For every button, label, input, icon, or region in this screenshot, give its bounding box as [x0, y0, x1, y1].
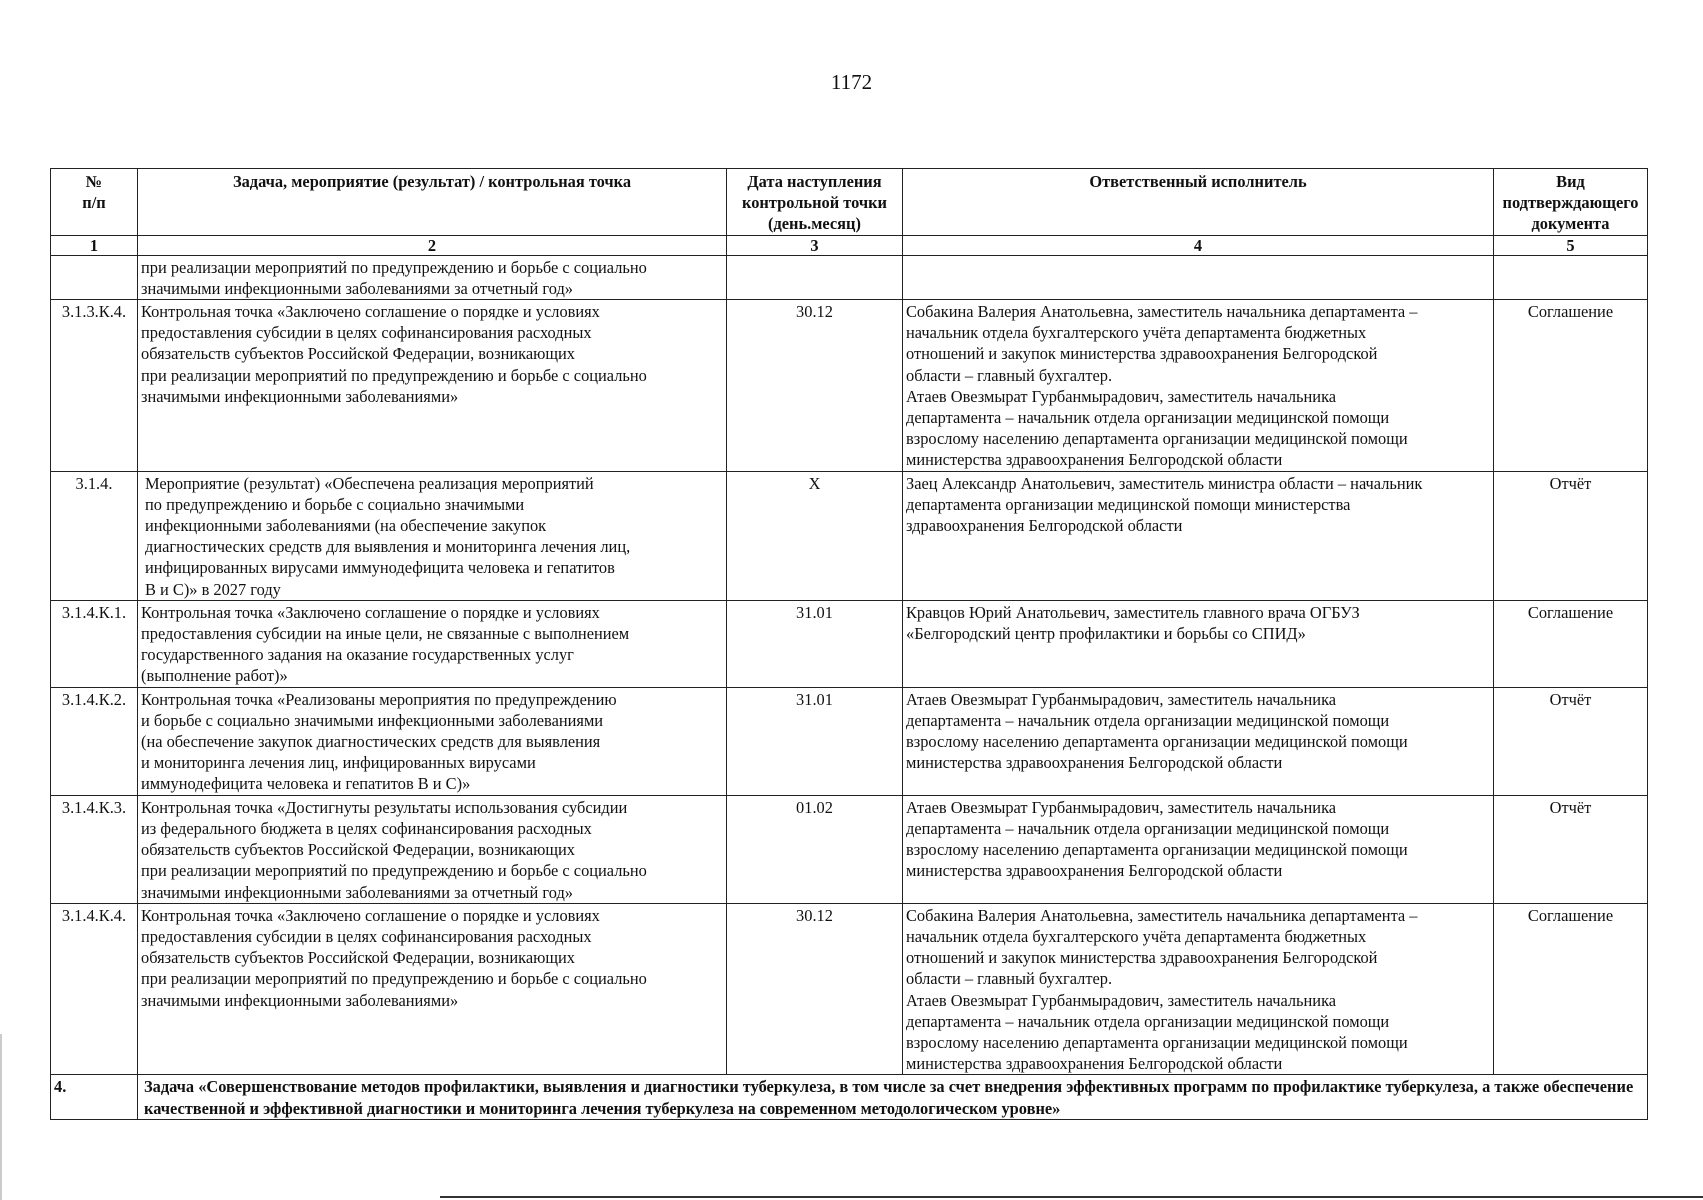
- row-document: Соглашение: [1494, 903, 1648, 1075]
- row-executor-text: Атаев Овезмырат Гурбанмырадович, заместитель начальника департамента – начальник отдела организации медицинской помощи взрослому населению департамента организации медицинской помощи министерства здравоохранения Белгородской области: [906, 797, 1408, 881]
- row-task: [138, 687, 727, 795]
- table-header-row: [51, 169, 1648, 236]
- row-task: [138, 903, 727, 1075]
- row-executor: [903, 795, 1494, 903]
- table-row: [51, 255, 1648, 299]
- column-number: 4: [903, 235, 1494, 255]
- scan-edge-line: [0, 1034, 2, 1200]
- header-number: № п/п: [51, 169, 138, 236]
- table-row: [51, 795, 1648, 903]
- row-number: 3.1.4.К.4.: [51, 903, 138, 1075]
- plan-table: [50, 168, 1648, 1120]
- table-row: [51, 471, 1648, 600]
- row-date: [727, 255, 903, 299]
- row-document: Отчёт: [1494, 471, 1648, 600]
- row-task: [138, 300, 727, 472]
- column-number: 3: [727, 235, 903, 255]
- row-executor: [903, 471, 1494, 600]
- row-task-text: Мероприятие (результат) «Обеспечена реализация мероприятий по предупреждению и борьбе с социально значимыми инфекционными заболеваниями (на обеспечение закупок диагностических средств для выявления и мониторинга лечения лиц, инфицированных вирусами иммунодефицита человека и гепатитов В и С)» в 2027 году: [145, 473, 631, 599]
- column-number: 2: [138, 235, 727, 255]
- row-task-text: Контрольная точка «Достигнуты результаты использования субсидии из федерального бюджета в целях софинансирования расходных обязательств субъектов Российской Федерации, возникающих при реализации мероприятий по предупреждению и борьбе с социально значимыми инфекционными заболеваниями за отчетный год»: [141, 797, 647, 902]
- row-executor: [903, 903, 1494, 1075]
- row-executor-text: Заец Александр Анатольевич, заместитель министра области – начальник департамента организации медицинской помощи министерства здравоохранения Белгородской области: [906, 473, 1423, 536]
- row-document: [1494, 255, 1648, 299]
- row-executor-text: Собакина Валерия Анатольевна, заместитель начальника департамента – начальник отдела бухгалтерского учёта департамента бюджетных отношений и закупок министерства здравоохранения Белгородской области – главный бухгалтер. Атаев Овезмырат Гурбанмырадович, заместитель начальника департамента – начальник отдела организации медицинской помощи взрослому населению департамента организации медицинской помощи министерства здравоохранения Белгородской области: [906, 302, 1418, 470]
- row-task-text: Контрольная точка «Заключено соглашение о порядке и условиях предоставления субсидии в целях софинансирования расходных обязательств субъектов Российской Федерации, возникающих при реализации мероприятий по предупреждению и борьбе с социально значимыми инфекционными заболеваниями»: [141, 905, 647, 1010]
- table-row: [51, 300, 1648, 472]
- task-text: Задача «Совершенствование методов профилактики, выявления и диагностики туберкулеза, в том числе за счет внедрения эффективных программ по профилактике туберкулеза, а также обеспечение качественной и эффективной диагностики и мониторинга лечения туберкулеза на современном методологическом уровне»: [138, 1075, 1648, 1119]
- table-row: [51, 687, 1648, 795]
- row-executor-text: Атаев Овезмырат Гурбанмырадович, заместитель начальника департамента – начальник отдела организации медицинской помощи взрослому населению департамента организации медицинской помощи министерства здравоохранения Белгородской области: [906, 689, 1408, 773]
- row-executor: [903, 300, 1494, 472]
- row-number: [51, 255, 138, 299]
- task-number: 4.: [51, 1075, 138, 1119]
- header-task: Задача, мероприятие (результат) / контрольная точка: [138, 169, 727, 236]
- page-number: 1172: [830, 70, 873, 94]
- row-task: [138, 795, 727, 903]
- row-executor: [903, 687, 1494, 795]
- row-number: 3.1.4.К.2.: [51, 687, 138, 795]
- row-number: 3.1.4.К.1.: [51, 600, 138, 687]
- task-row: [51, 1075, 1648, 1119]
- row-document: Отчёт: [1494, 687, 1648, 795]
- column-number: 1: [51, 235, 138, 255]
- row-date: Х: [727, 471, 903, 600]
- row-executor-text: Кравцов Юрий Анатольевич, заместитель главного врача ОГБУЗ «Белгородский центр профилактики и борьбы со СПИД»: [906, 602, 1360, 644]
- row-date: 30.12: [727, 903, 903, 1075]
- row-date: 31.01: [727, 687, 903, 795]
- column-number-row: [51, 235, 1648, 255]
- row-task: [138, 471, 727, 600]
- header-document: Вид подтверждающего документа: [1494, 169, 1648, 236]
- row-number: 3.1.4.К.3.: [51, 795, 138, 903]
- row-task-text: Контрольная точка «Реализованы мероприятия по предупреждению и борьбе с социально значимыми инфекционными заболеваниями (на обеспечение закупок диагностических средств для выявления и мониторинга лечения лиц, инфицированных вирусами иммунодефицита человека и гепатитов В и С)»: [141, 689, 617, 794]
- row-number: 3.1.4.: [51, 471, 138, 600]
- row-document: Отчёт: [1494, 795, 1648, 903]
- row-date: 01.02: [727, 795, 903, 903]
- table-row: [51, 903, 1648, 1075]
- row-executor: [903, 255, 1494, 299]
- column-number: 5: [1494, 235, 1648, 255]
- row-task-text: при реализации мероприятий по предупреждению и борьбе с социально значимыми инфекционными заболеваниями за отчетный год»: [141, 257, 647, 298]
- row-document: Соглашение: [1494, 600, 1648, 687]
- row-date: 31.01: [727, 600, 903, 687]
- row-task-text: Контрольная точка «Заключено соглашение о порядке и условиях предоставления субсидии на иные цели, не связанные с выполнением государственного задания на оказание государственных услуг (выполнение работ)»: [141, 602, 630, 686]
- row-task-text: Контрольная точка «Заключено соглашение о порядке и условиях предоставления субсидии в целях софинансирования расходных обязательств субъектов Российской Федерации, возникающих при реализации мероприятий по предупреждению и борьбе с социально значимыми инфекционными заболеваниями»: [141, 302, 647, 406]
- row-executor-text: Собакина Валерия Анатольевна, заместитель начальника департамента – начальник отдела бухгалтерского учёта департамента бюджетных отношений и закупок министерства здравоохранения Белгородской области – главный бухгалтер. Атаев Овезмырат Гурбанмырадович, заместитель начальника департамента – начальник отдела организации медицинской помощи взрослому населению департамента организации медицинской помощи министерства здравоохранения Белгородской области: [906, 905, 1418, 1074]
- scan-bottom-line: [440, 1196, 1703, 1198]
- row-number: 3.1.3.К.4.: [51, 300, 138, 472]
- row-task: [138, 255, 727, 299]
- row-document: Соглашение: [1494, 300, 1648, 472]
- table-row: [51, 600, 1648, 687]
- row-date: 30.12: [727, 300, 903, 472]
- header-executor: Ответственный исполнитель: [903, 169, 1494, 236]
- row-executor: [903, 600, 1494, 687]
- row-task: [138, 600, 727, 687]
- header-date: Дата наступления контрольной точки (день.месяц): [727, 169, 903, 236]
